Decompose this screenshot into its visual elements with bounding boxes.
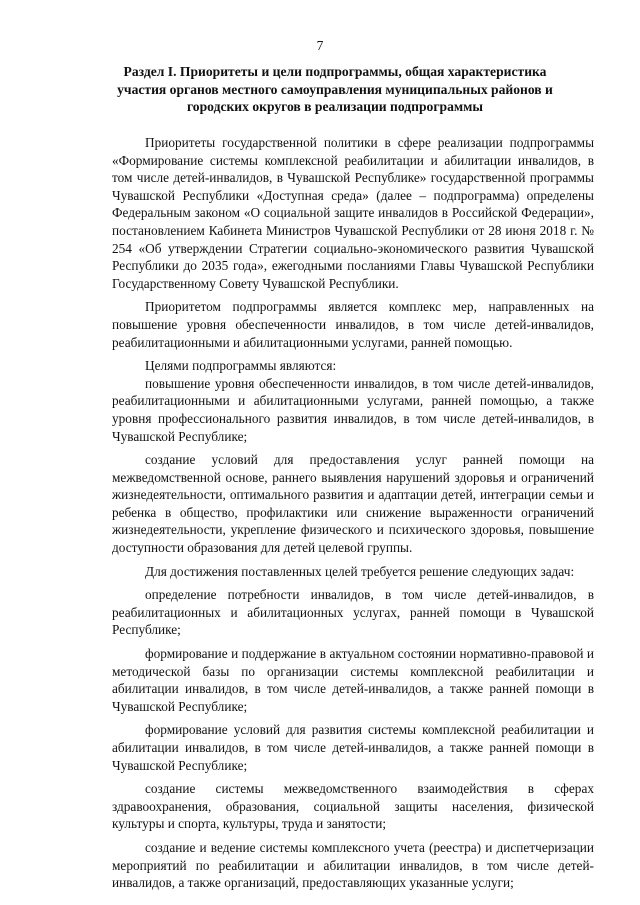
section-heading: Раздел I. Приоритеты и цели подпрограммы, общая характеристика участия органов местного самоуправления муниципальных районов и городских округов в реализации подпрограммы [117,64,553,114]
paragraph-task-2: формирование и поддержание в актуальном состоянии нормативно-правовой и методической базы по организации системы комплексной реабилитации и абилитации инвалидов, в том числе детей-инвалидов, а также ранней помощи в Чувашской Республике; [112,646,594,714]
document-body [112,128,594,892]
paragraph-priorities: Приоритеты государственной политики в сфере реализации подпрограммы «Формирование системы комплексной реабилитации и абилитации инвалидов, в том числе детей-инвалидов, в Чувашской Республике» государственной программы Чувашской Республики «Доступная среда» (далее – подпрограмма) определены Федеральным законом «О социальной защите инвалидов в Российской Федерации», постановлением Кабинета Министров Чувашской Республики от 28 июня 2018 г. № 254 «Об утверждении Стратегии социально-экономического развития Чувашской Республики до 2035 года», ежегодными посланиями Главы Чувашской Республики Государственному Совету Чувашской Республики. [112,135,594,291]
paragraph-tasks-intro: Для достижения поставленных целей требуется решение следующих задач: [145,563,575,579]
paragraph-goal-2: создание условий для предоставления услуг ранней помощи на межведомственной основе, раннего выявления нарушений здоровья и ограничений жизнедеятельности, оптимального развития и адаптации детей, интеграции семьи и ребенка в общество, профилактики или снижение выраженности ограничений жизнедеятельности, укрепление физического и психического здоровья, повышение доступности образования для детей целевой группы. [112,452,594,556]
paragraph-task-5: создание и ведение системы комплексного учета (реестра) и диспетчеризации мероприятий по реабилитации и абилитации инвалидов, в том числе детей-инвалидов, а также организаций, предоставляющих указанные услуги; [112,839,594,891]
paragraph-goals-intro: Целями подпрограммы являются: [145,358,337,374]
page-number: 7 [316,38,324,53]
paragraph-goal-1: повышение уровня обеспеченности инвалидов, в том числе детей-инвалидов, реабилитационными и абилитационными услугами, ранней помощью, а также уровня профессионального развития инвалидов, в том числе детей-инвалидов, в Чувашской Республике; [112,375,594,444]
paragraph-task-3: формирование условий для развития системы комплексной реабилитации и абилитации инвалидов, в том числе детей-инвалидов, а также ранней помощи в Чувашской Республике; [112,722,594,773]
paragraph-priority-complex: Приоритетом подпрограммы является комплекс мер, направленных на повышение уровня обеспеченности инвалидов, в том числе детей-инвалидов, реабилитационными и абилитационными услугами, ранней помощью. [112,299,594,350]
paragraph-task-4: создание системы межведомственного взаимодействия в сферах здравоохранения, образования, социальной защиты населения, физической культуры и спорта, культуры, труда и занятости; [112,781,594,832]
paragraph-task-1: определение потребности инвалидов, в том числе детей-инвалидов, в реабилитационных и абилитационных услугах, ранней помощи в Чувашской Республике; [112,587,594,638]
